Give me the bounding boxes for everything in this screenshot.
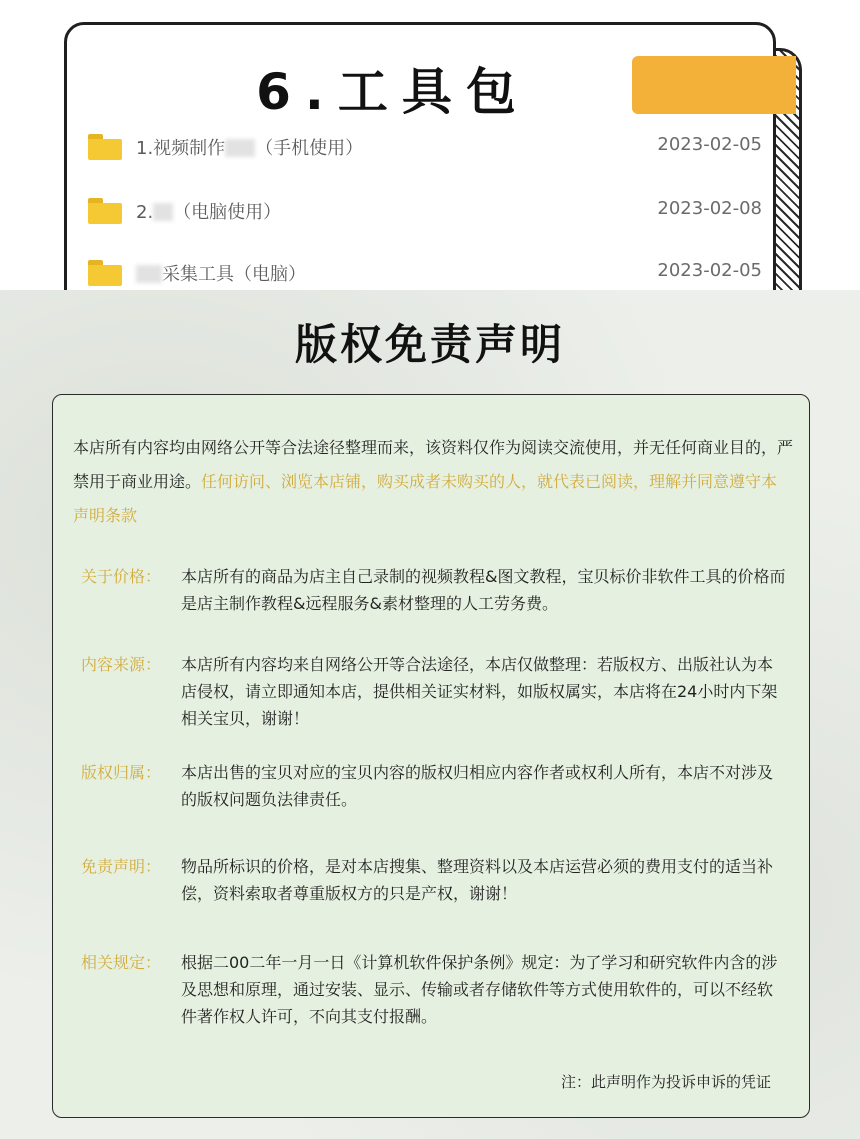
tool-package-card [0,0,860,290]
folder-name-suffix: （手机使用） [255,138,364,159]
folder-icon [88,260,122,286]
disclaimer-section [0,290,860,1139]
folder-row[interactable] [88,190,768,230]
folder-icon [88,198,122,224]
section-price [81,563,793,643]
folder-name-suffix: （电脑使用） [173,202,282,223]
folder-icon [88,134,122,160]
disclaimer-panel [52,394,810,1118]
folder-date: 2023-02-08 [657,198,762,219]
folder-row[interactable] [88,252,768,290]
blurred-text [153,203,173,221]
disclaimer-title: 版权免责声明 [294,320,565,369]
intro-text: 本店所有内容均由网络公开等合法途径整理而来，该资料仅作为阅读交流使用，并无任何商业目的，严禁用于商业用途。 [73,438,794,491]
folder-row[interactable] [88,126,768,166]
folder-name-prefix: 2. [136,202,154,223]
section-disclaimer [81,853,793,933]
section-text: 物品所标识的价格，是对本店搜集、整理资料以及本店运营必须的费用支付的适当补偿，资料索取者尊重版权方的只是产权，谢谢！ [181,857,774,903]
section-content-source [81,651,793,731]
tool-package-title: 6.工具包 [256,63,530,121]
folder-name [136,134,363,160]
section-regulations [81,949,793,1029]
section-label: 相关规定： [81,953,162,972]
folder-name [136,260,306,286]
blurred-text [225,139,255,157]
folder-date: 2023-02-05 [657,134,762,155]
section-text: 本店所有的商品为店主自己录制的视频教程&图文教程，宝贝标价非软件工具的价格而是店主制作教程&远程服务&素材整理的人工劳务费。 [181,567,786,613]
folder-name-suffix: 采集工具（电脑） [162,264,306,285]
intro-highlight: 任何访问、浏览本店铺，购买成者未购买的人，就代表已阅读，理解并同意遵守本声明条款 [73,472,778,525]
blurred-text [136,265,162,283]
section-label: 内容来源： [81,655,162,674]
section-label: 关于价格： [81,567,162,586]
folder-date: 2023-02-05 [657,260,762,281]
section-text: 根据二00二年一月一日《计算机软件保护条例》规定：为了学习和研究软件内含的涉及思想和原理，通过安装、显示、传输或者存储软件等方式使用软件的，可以不经软件著作权人许可，不向其支付报酬。 [181,953,778,1026]
folder-name [136,198,281,224]
section-text: 本店所有内容均来自网络公开等合法途径，本店仅做整理：若版权方、出版社认为本店侵权，请立即通知本店，提供相关证实材料，如版权属实，本店将在24小时内下架相关宝贝，谢谢！ [181,655,778,728]
disclaimer-intro [73,431,793,533]
disclaimer-note: 注：此声明作为投诉申诉的凭证 [560,1073,771,1091]
section-copyright-ownership [81,759,793,839]
folder-name-prefix: 1.视频制作 [136,138,226,159]
section-label: 版权归属： [81,763,162,782]
section-text: 本店出售的宝贝对应的宝贝内容的版权归相应内容作者或权利人所有，本店不对涉及的版权问题负法律责任。 [181,763,774,809]
section-label: 免责声明： [81,857,162,876]
